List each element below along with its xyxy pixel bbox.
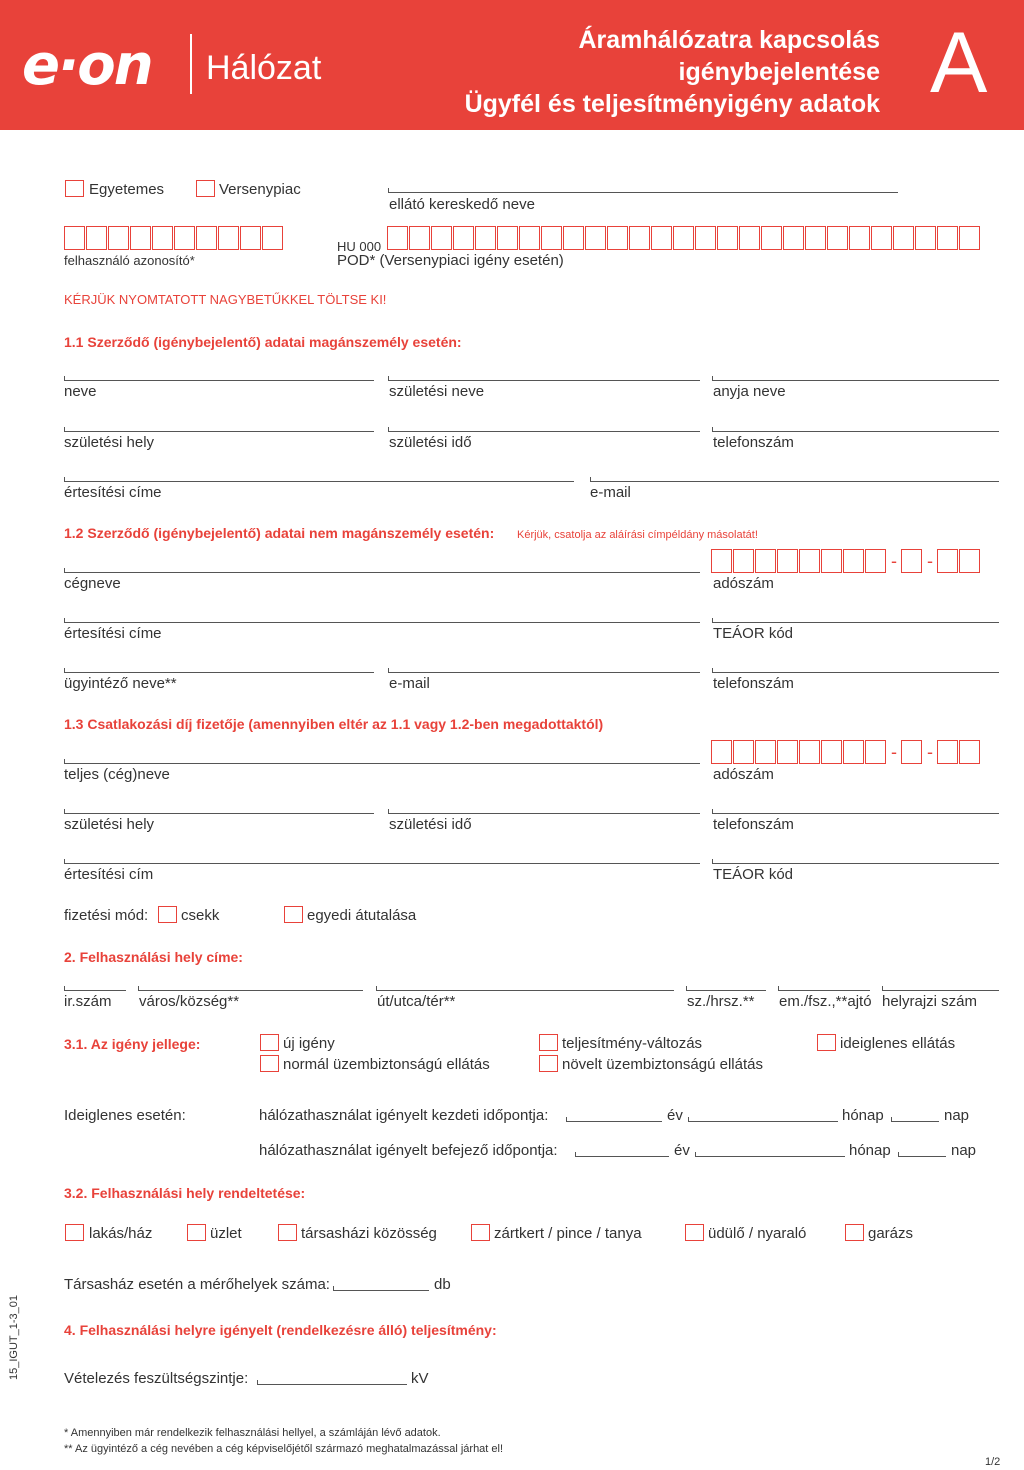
payment-method-label: fizetési mód: [64, 907, 149, 924]
capitals-notice: KÉRJÜK NYOMTATOTT NAGYBETŰKKEL TÖLTSE KI! [64, 292, 387, 307]
pod-label: POD* (Versenypiaci igény esetén) [337, 252, 564, 269]
footnote-1: * Amennyiben már rendelkezik felhasználási hellyel, a számláján lévő adatok. [64, 1427, 441, 1439]
birth-date-field[interactable] [388, 431, 700, 432]
payer-phone-field[interactable] [712, 813, 999, 814]
start-day-field[interactable] [891, 1121, 939, 1122]
voltage-field[interactable] [257, 1384, 407, 1385]
company-phone-label: telefonszám [713, 675, 794, 692]
section-1-3-title: 1.3 Csatlakozási díj fizetője (amennyiben eltér az 1.1 vagy 1.2-ben megadottaktól) [64, 716, 604, 732]
temporary-supply-label: ideiglenes ellátás [840, 1035, 956, 1052]
birth-name-field[interactable] [388, 380, 700, 381]
temporary-supply-checkbox[interactable] [817, 1034, 836, 1051]
garden-label: zártkert / pince / tanya [494, 1225, 642, 1242]
section-4-title: 4. Felhasználási helyre igényelt (rendelkezésre álló) teljesítmény: [64, 1322, 497, 1338]
voltage-label: Vételezés feszültségszintje: [64, 1370, 249, 1387]
city-field[interactable] [138, 990, 363, 991]
pod-boxes[interactable] [387, 226, 981, 250]
payer-teaor-label: TEÁOR kód [713, 866, 794, 883]
mother-name-label: anyja neve [713, 383, 786, 400]
payer-name-field[interactable] [64, 763, 700, 764]
floor-door-field[interactable] [778, 990, 870, 991]
zip-field[interactable] [64, 990, 126, 991]
agent-label: ügyintéző neve** [64, 675, 177, 692]
eon-logo: e·on [22, 33, 152, 98]
normal-supply-label: normál üzembiztonságú ellátás [283, 1056, 490, 1073]
name-field[interactable] [64, 380, 374, 381]
company-email-field[interactable] [388, 672, 700, 673]
address-label: értesítési címe [64, 484, 162, 501]
city-label: város/község** [139, 993, 240, 1010]
email-field[interactable] [590, 481, 999, 482]
house-number-label: sz./hrsz.** [687, 993, 755, 1010]
form-title-line1: Áramhálózatra kapcsolás igénybejelentése [578, 26, 880, 86]
shop-label: üzlet [210, 1225, 242, 1242]
hu-prefix: HU 000 [337, 239, 382, 254]
section-3-1-title: 3.1. Az igény jellege: [64, 1036, 201, 1052]
footnote-2: ** Az ügyintéző a cég nevében a cég képviselőjétől származó meghatalmazással járhat el! [64, 1443, 504, 1455]
end-day-field[interactable] [898, 1156, 946, 1157]
end-day-label: nap [951, 1142, 977, 1159]
birth-place-label: születési hely [64, 434, 155, 451]
end-year-field[interactable] [575, 1156, 669, 1157]
start-day-label: nap [944, 1107, 970, 1124]
power-change-checkbox[interactable] [539, 1034, 558, 1051]
section-2-title: 2. Felhasználási hely címe: [64, 949, 243, 965]
payer-tax-label: adószám [713, 766, 774, 783]
birth-date-label: születési idő [389, 434, 472, 451]
company-phone-field[interactable] [712, 672, 999, 673]
form-code: 15_IGUT_1-3_01 [8, 1295, 20, 1380]
increased-supply-label: növelt üzembiztonságú ellátás [562, 1056, 763, 1073]
payer-birth-place-field[interactable] [64, 813, 374, 814]
zip-label: ir.szám [64, 993, 112, 1010]
form-letter: A [930, 15, 988, 111]
section-1-2-title: 1.2 Szerződő (igénybejelentő) adatai nem magánszemély esetén: [64, 525, 495, 541]
end-date-label: hálózathasználat igényelt befejező időpontja: [259, 1142, 558, 1159]
condo-checkbox[interactable] [278, 1224, 297, 1241]
garage-label: garázs [868, 1225, 914, 1242]
birth-place-field[interactable] [64, 431, 374, 432]
normal-supply-checkbox[interactable] [260, 1055, 279, 1072]
floor-door-label: em./fsz.,**ajtó [779, 993, 872, 1010]
power-change-label: teljesítmény-változás [562, 1035, 703, 1052]
payer-birth-date-label: születési idő [389, 816, 472, 833]
garage-checkbox[interactable] [845, 1224, 864, 1241]
form-title-line2: Ügyfél és teljesítményigény adatok [464, 90, 880, 118]
end-month-field[interactable] [695, 1156, 845, 1157]
garden-checkbox[interactable] [471, 1224, 490, 1241]
voltage-unit: kV [411, 1370, 429, 1387]
tax-number-boxes[interactable]: - - [711, 549, 981, 573]
end-year-label: év [674, 1142, 690, 1159]
address-field[interactable] [64, 481, 574, 482]
universal-label: Egyetemes [89, 181, 165, 198]
shop-checkbox[interactable] [187, 1224, 206, 1241]
cheque-checkbox[interactable] [158, 906, 177, 923]
payer-birth-place-label: születési hely [64, 816, 155, 833]
payer-teaor-field[interactable] [712, 863, 999, 864]
page-number: 1/2 [985, 1456, 1001, 1468]
condo-label: társasházi közösség [301, 1225, 437, 1242]
trader-label: ellátó kereskedő neve [389, 196, 535, 213]
market-label: Versenypiac [219, 181, 301, 198]
birth-name-label: születési neve [389, 383, 485, 400]
phone-field[interactable] [712, 431, 999, 432]
section-1-2-note: Kérjük, csatolja az aláírási címpéldány másolatát! [517, 529, 758, 541]
market-checkbox[interactable] [196, 180, 215, 197]
holiday-home-label: üdülő / nyaraló [708, 1225, 807, 1242]
new-request-checkbox[interactable] [260, 1034, 279, 1051]
house-checkbox[interactable] [65, 1224, 84, 1241]
mother-name-field[interactable] [712, 380, 999, 381]
name-label: neve [64, 383, 97, 400]
lot-number-field[interactable] [882, 990, 999, 991]
company-address-field[interactable] [64, 622, 700, 623]
company-label: cégneve [64, 575, 121, 592]
start-year-field[interactable] [566, 1121, 662, 1122]
teaor-field[interactable] [712, 622, 999, 623]
end-month-label: hónap [849, 1142, 891, 1159]
header-divider [190, 34, 192, 94]
meters-count-field[interactable] [333, 1290, 429, 1291]
lot-number-label: helyrajzi szám [882, 993, 978, 1010]
company-address-label: értesítési címe [64, 625, 162, 642]
payer-address-label: értesítési cím [64, 866, 154, 883]
meters-unit: db [434, 1276, 451, 1293]
agent-field[interactable] [64, 672, 374, 673]
company-field[interactable] [64, 572, 700, 573]
holiday-home-checkbox[interactable] [685, 1224, 704, 1241]
meters-count-label: Társasház esetén a mérőhelyek száma: [64, 1276, 330, 1293]
new-request-label: új igény [283, 1035, 335, 1052]
payer-birth-date-field[interactable] [388, 813, 700, 814]
company-email-label: e-mail [389, 675, 430, 692]
user-id-label: felhasználó azonosító* [64, 253, 195, 268]
house-number-field[interactable] [686, 990, 766, 991]
start-year-label: év [667, 1107, 683, 1124]
tax-label: adószám [713, 575, 774, 592]
email-label: e-mail [590, 484, 631, 501]
teaor-label: TEÁOR kód [713, 625, 794, 642]
section-3-2-title: 3.2. Felhasználási hely rendeltetése: [64, 1185, 306, 1201]
brand-halozat: Hálózat [206, 49, 322, 87]
payer-tax-boxes[interactable]: - - [711, 740, 981, 764]
transfer-checkbox[interactable] [284, 906, 303, 923]
temporary-label: Ideiglenes esetén: [64, 1107, 186, 1124]
phone-label: telefonszám [713, 434, 794, 451]
payer-address-field[interactable] [64, 863, 700, 864]
section-1-1-title: 1.1 Szerződő (igénybejelentő) adatai magánszemély esetén: [64, 334, 462, 350]
universal-checkbox[interactable] [65, 180, 84, 197]
increased-supply-checkbox[interactable] [539, 1055, 558, 1072]
start-date-label: hálózathasználat igényelt kezdeti időpontja: [259, 1107, 549, 1124]
start-month-label: hónap [842, 1107, 884, 1124]
user-id-boxes[interactable] [64, 226, 284, 250]
trader-field[interactable] [388, 192, 898, 193]
house-label: lakás/ház [89, 1225, 153, 1242]
form-title [380, 24, 880, 120]
street-field[interactable] [376, 990, 674, 991]
transfer-label: egyedi átutalása [307, 907, 417, 924]
payer-name-label: teljes (cég)neve [64, 766, 170, 783]
street-label: út/utca/tér** [377, 993, 456, 1010]
cheque-label: csekk [181, 907, 220, 924]
payer-phone-label: telefonszám [713, 816, 794, 833]
start-month-field[interactable] [688, 1121, 838, 1122]
